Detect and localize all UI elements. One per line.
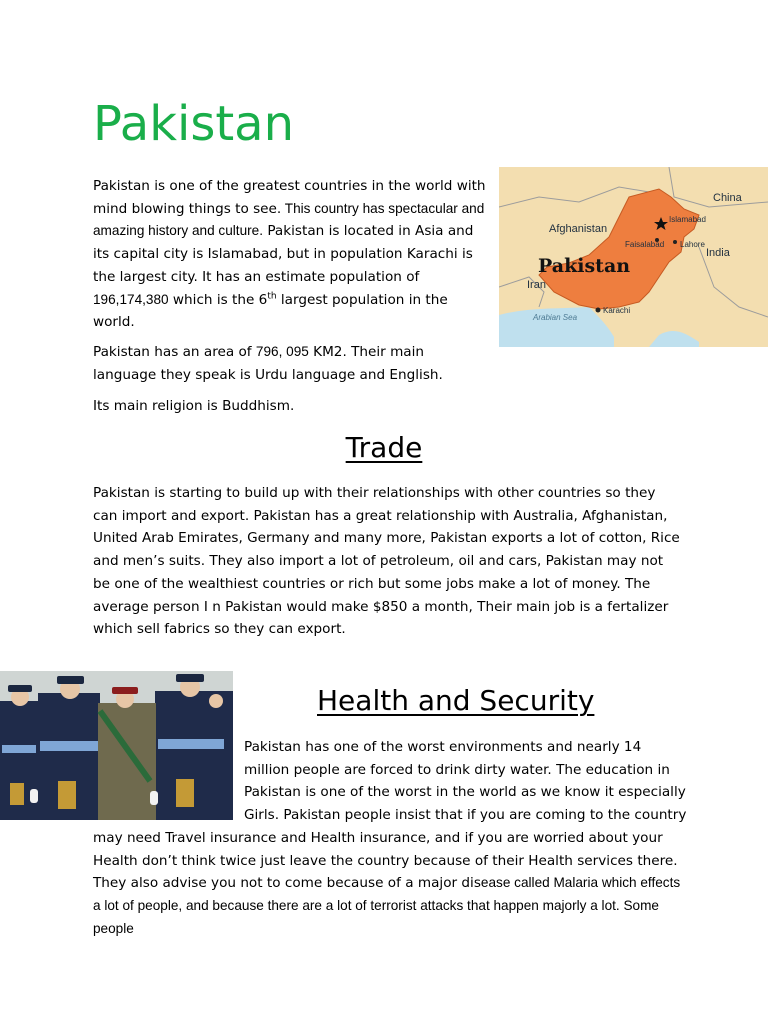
health-text-1: Pakistan has one of the worst environments and nearly 14 million people are forced to drink dirty water. The education in Pakistan is one of the worst in the world as we know it especially Girls. Pakistan people insist that if you are coming to the country may need Travel insurance and Health insurance, and if you are worried about your Health don’t think twice just leave the country because of their Health services there. They also advise you not to come because of a major dis (93, 739, 687, 892)
health-security-heading: Health and Security (317, 684, 595, 717)
map-label-iran: Iran (527, 279, 546, 291)
trade-paragraph: Pakistan is starting to build up with their relationships with other countries so they can import and export. Pakistan has a great relationship with Australia, Afghanistan, United Arab Emirates, Germany and many more, Pakistan exports a lot of cotton, Rice and men’s suits. They also import a lot of petroleum, oil and cars, Pakistan may not be one of the wealthiest countries or rich but some jobs make a lot of money. The average person I n Pakistan would make $850 a month, Their main job is a fertalizer which sell fabrics so they can export. (93, 485, 680, 638)
page-title: Pakistan (93, 96, 294, 152)
map-label-arabian-sea: Arabian Sea (533, 313, 578, 322)
map-label-afghanistan: Afghanistan (549, 223, 608, 235)
intro-text-1: Pakistan is one of the greatest countries in the world with mind blowing things to see. (93, 178, 486, 217)
intro-paragraph (93, 175, 488, 334)
pakistan-map (499, 167, 768, 347)
trade-heading: Trade (345, 431, 423, 464)
map-label-faisalabad: Faisalabad (625, 240, 665, 249)
map-label-china: China (713, 192, 742, 204)
area-text-1: Pakistan has an area of (93, 344, 256, 360)
ordinal-suffix: th (267, 290, 277, 301)
health-float-spacer (93, 736, 688, 936)
area-value: 796, 095 (255, 344, 309, 359)
intro-text-3: Pakistan is located in Asia and its capital city is Islamabad, but in population Karachi is the largest city. It has an estimate population of (93, 223, 474, 285)
area-text-2: KM2. Their main language they speak is Urdu language and English. (93, 344, 443, 383)
map-label-pakistan: Pakistan (538, 255, 631, 277)
map-label-lahore: Lahore (680, 240, 705, 249)
photo-wrap-spacer (93, 736, 244, 826)
intro-text-2: This country has spectacular and amazing history and culture. (93, 200, 485, 239)
map-label-india: India (706, 247, 730, 259)
health-text-2: ease called Malaria which effects a lot of people, and because there are a lot of terrorist attacks that happen majorly a lot. Some people (93, 875, 681, 936)
area-paragraph (93, 341, 488, 386)
population-value: 196,174,380 (93, 291, 169, 307)
religion-paragraph: Its main religion is Buddhism. (93, 398, 295, 414)
map-label-karachi: Karachi (603, 306, 631, 315)
map-label-islamabad: Islamabad (669, 215, 706, 224)
intro-text-5: largest population in the world. (93, 291, 448, 331)
intro-text-4: which is the 6 (168, 291, 268, 308)
